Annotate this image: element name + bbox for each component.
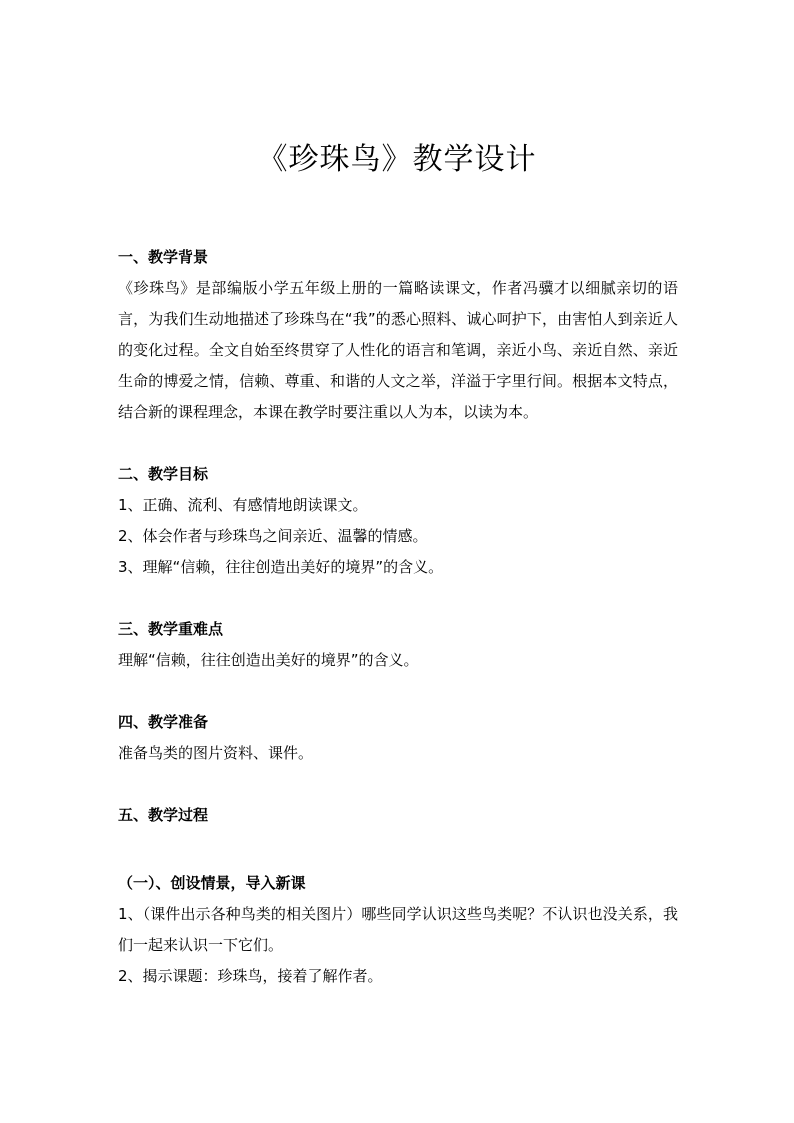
section-process: [118, 800, 678, 992]
spacer: [118, 831, 678, 868]
list-item: 2、体会作者与珍珠鸟之间亲近、温馨的情感。: [118, 527, 428, 545]
section-paragraph: 理解“信赖，往往创造出美好的境界”的含义。: [118, 651, 419, 669]
spacer: [118, 676, 678, 707]
subsection-heading: （一）、创设情景，导入新课: [118, 874, 306, 892]
list-item: 2、揭示课题：珍珠鸟，接着了解作者。: [118, 967, 383, 985]
list-item: 1、正确、流利、有感情地朗读课文。: [118, 496, 368, 514]
section-key-points: [118, 614, 678, 676]
section-preparation: [118, 707, 678, 769]
section-paragraph: 准备鸟类的图片资料、课件。: [118, 744, 314, 762]
section-paragraph: 《珍珠鸟》是部编版小学五年级上册的一篇略读课文，作者冯骥才以细腻亲切的语言，为我们生动地描述了珍珠鸟在“我”的悉心照料、诚心呵护下，由害怕人到亲近人的变化过程。全文自始至终贯穿了人性化的语言和笔调，亲近小鸟、亲近自然、亲近生命的博爱之情，信赖、尊重、和谐的人文之举，洋溢于字里行间。根据本文特点，结合新的课程理念，本课在教学时要注重以人为本，以读为本。: [118, 279, 678, 421]
section-heading: 五、教学过程: [118, 806, 209, 824]
list-item: 1、（课件出示各种鸟类的相关图片）哪些同学认识这些鸟类呢？不认识也没关系，我们一起来认识一下它们。: [118, 905, 678, 954]
document-body: [118, 242, 678, 992]
section-heading: 四、教学准备: [118, 713, 209, 731]
spacer: [118, 769, 678, 800]
section-heading: 一、教学背景: [118, 248, 209, 266]
section-heading: 二、教学目标: [118, 465, 209, 483]
list-item: 3、理解“信赖，往往创造出美好的境界”的含义。: [118, 558, 444, 576]
spacer: [118, 428, 678, 459]
section-background: [118, 242, 678, 428]
section-heading: 三、教学重难点: [118, 620, 224, 638]
section-goals: [118, 459, 678, 583]
spacer: [118, 583, 678, 614]
document-title: 《珍珠鸟》教学设计: [257, 142, 537, 177]
